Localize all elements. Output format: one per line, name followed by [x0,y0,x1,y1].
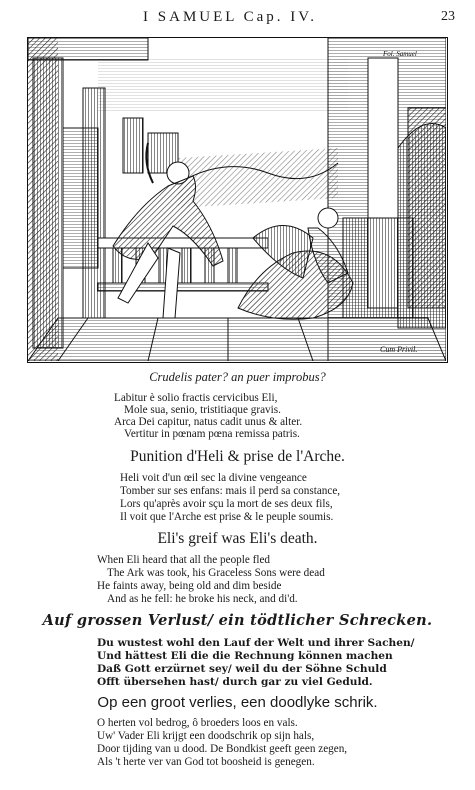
german-line: Du wustest wohl den Lauf der Welt und ihrer Sachen/ [97,637,415,649]
latin-line: Mole sua, senio, tristitiaque gravis. [124,404,281,416]
dutch-heading: Op een groot verlies, een doodlyke schrik. [97,694,378,711]
german-line: Offt übersehen hast/ durch gar zu viel Geduld. [97,676,373,688]
engraving-illustration [27,37,448,363]
page-number: 23 [441,9,455,24]
latin-line: Arca Dei capitur, natus cadit unus & alter. [114,416,303,428]
french-line: Tomber sur ses enfans: mais il perd sa constance, [120,485,341,497]
german-heading: Auf grossen Verlust/ ein tödtlicher Schrecken. [42,612,433,629]
engraving-caption: Crudelis pater? an puer improbus? [149,370,326,384]
dutch-line: O herten vol bedrog, ô broeders loos en vals. [97,717,298,729]
english-line: And as he fell: he broke his neck, and di'd. [107,593,298,605]
dutch-line: Door tijding van u dood. De Bondkist geeft geen zegen, [97,743,348,755]
english-line: He faints away, being old and dim beside [97,580,282,592]
dutch-line: Als 't herte ver van God tot boosheid is genegen. [97,756,315,768]
engraving-signature: Cum Privil. [380,345,418,354]
french-line: Lors qu'après avoir sçu la mort de ses deux fils, [120,498,333,510]
french-line: Il voit que l'Arche est prise & le peuple soumis. [120,511,334,523]
french-line: Heli voit d'un œil sec la divine vengeance [120,472,307,484]
english-heading: Eli's greif was Eli's death. [157,530,318,547]
german-line: Daß Gott erzürnet sey/ weil du der Söhne Schuld [97,663,387,675]
english-line: When Eli heard that all the people fled [97,554,271,566]
french-heading: Punition d'Heli & prise de l'Arche. [130,448,345,465]
german-line: Und hättest Eli die die Rechnung können machen [97,650,393,662]
right-architecture [328,38,446,361]
latin-line: Labitur è solio fractis cervicibus Eli, [114,392,278,404]
plate-mark: Fol. Samuel [383,50,417,58]
dutch-line: Uw' Vader Eli krijgt een doodschrik op sijn hals, [97,730,315,742]
latin-line: Vertitur in pœnam pœna remissa patris. [124,428,300,440]
english-line: The Ark was took, his Graceless Sons were dead [107,567,325,579]
running-header-title: I SAMUEL Cap. IV. [143,9,317,25]
